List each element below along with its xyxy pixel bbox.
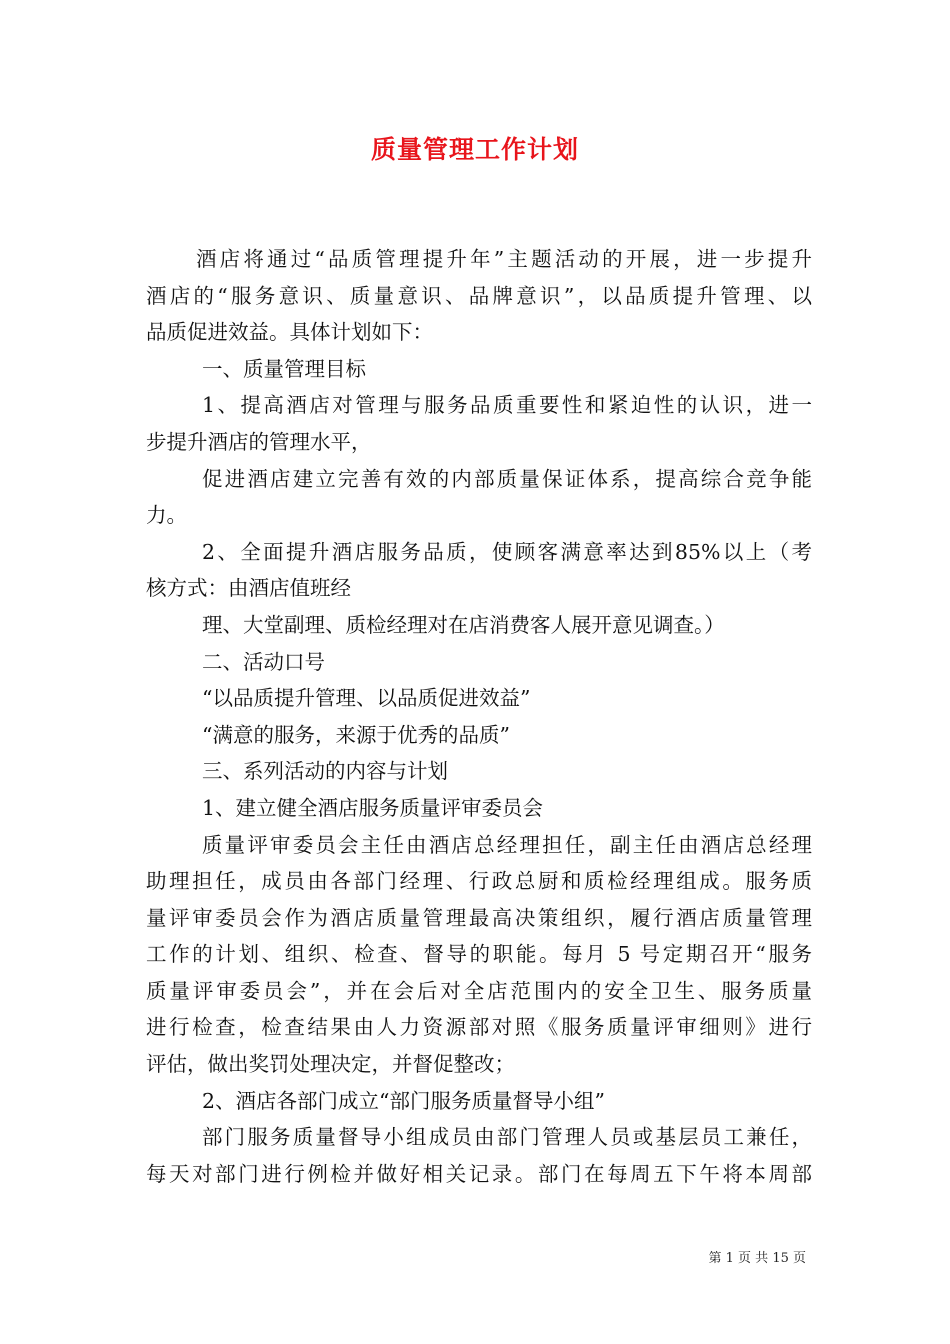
paragraph-line: 1、提高酒店对管理与服务品质重要性和紧迫性的认识，进一: [202, 393, 812, 418]
subsection-heading: 2、酒店各部门成立“部门服务质量督导小组”: [202, 1088, 606, 1113]
paragraph-line: 核方式：由酒店值班经: [146, 576, 351, 601]
section-heading: 二、活动口号: [202, 649, 325, 674]
paragraph-line: 部门服务质量督导小组成员由部门管理人员或基层员工兼任，: [202, 1125, 812, 1150]
paragraph-line: 步提升酒店的管理水平，: [146, 429, 372, 454]
paragraph-line: 酒店的“服务意识、质量意识、品牌意识”，以品质提升管理、以: [146, 283, 812, 308]
paragraph-line: 评估，做出奖罚处理决定，并督促整改；: [146, 1052, 515, 1077]
paragraph-line: 每天对部门进行例检并做好相关记录。部门在每周五下午将本周部: [146, 1161, 812, 1186]
document-body: [146, 241, 812, 1192]
paragraph-line: 质量评审委员会”，并在会后对全店范围内的安全卫生、服务质量: [146, 978, 812, 1003]
paragraph-line: 理、大堂副理、质检经理对在店消费客人展开意见调查。）: [202, 612, 725, 637]
paragraph-line: 量评审委员会作为酒店质量管理最高决策组织，履行酒店质量管理: [146, 905, 812, 930]
slogan-line: “满意的服务，来源于优秀的品质”: [202, 722, 510, 747]
slogan-line: “以品质提升管理、以品质促进效益”: [202, 686, 531, 711]
paragraph-line: 促进酒店建立完善有效的内部质量保证体系，提高综合竞争能: [202, 466, 812, 491]
paragraph-line: 质量评审委员会主任由酒店总经理担任，副主任由酒店总经理: [202, 832, 812, 857]
paragraph-line: 工作的计划、组织、检查、督导的职能。每月 5 号定期召开“服务: [146, 942, 812, 967]
subsection-heading: 1、建立健全酒店服务质量评审委员会: [202, 795, 544, 820]
section-heading: 三、系列活动的内容与计划: [202, 759, 448, 784]
section-heading: 一、质量管理目标: [202, 356, 366, 381]
paragraph-line: 品质促进效益。具体计划如下：: [146, 320, 433, 345]
paragraph-line: 进行检查，检查结果由人力资源部对照《服务质量评审细则》进行: [146, 1015, 812, 1040]
paragraph-line: 力。: [146, 503, 187, 528]
paragraph-line: 助理担任，成员由各部门经理、行政总厨和质检经理组成。服务质: [146, 869, 812, 894]
paragraph-line: 2、全面提升酒店服务品质，使顾客满意率达到85%以上（考: [202, 539, 812, 564]
document-title: 质量管理工作计划: [370, 135, 579, 164]
paragraph-line: 酒店将通过“品质管理提升年”主题活动的开展，进一步提升: [196, 247, 812, 271]
page-number-footer: 第 1 页 共 15 页: [708, 1251, 806, 1266]
